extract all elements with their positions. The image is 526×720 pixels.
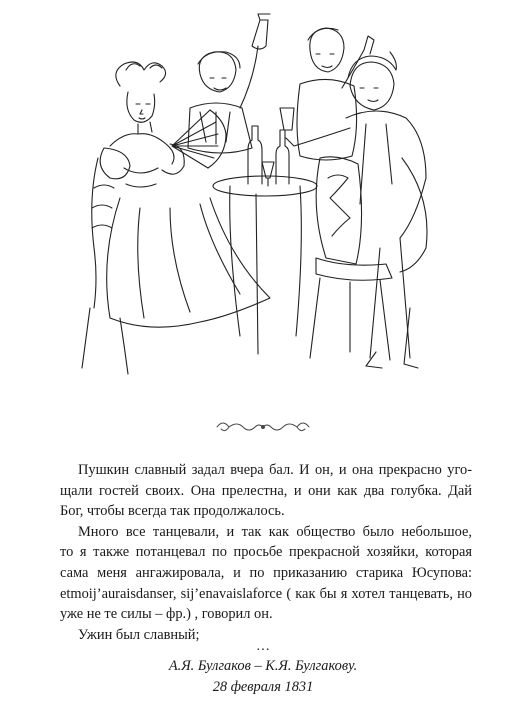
text-line: Много все танцевали, и так как общество было небольшое, bbox=[78, 523, 472, 540]
ornate-chair bbox=[310, 157, 392, 360]
ball-scene-illustration bbox=[80, 8, 460, 380]
tailcoat-gentleman-figure bbox=[280, 52, 427, 368]
text-line: уже не те силы – фр.) , говорил он. bbox=[60, 606, 273, 623]
text-line: etmoij’auraisdanser, sij’enavaislaforce ( как бы я хотел танцевать, но bbox=[60, 585, 472, 602]
paragraph-1 bbox=[60, 460, 472, 522]
text-line: сама меня ангажировала, и по приказанию старика Юсупова: bbox=[60, 564, 472, 581]
signature-date: 28 февраля 1831 bbox=[212, 679, 314, 695]
text-line: Бог, чтобы всегда так продолжалось. bbox=[60, 503, 285, 520]
table-with-bottles bbox=[213, 126, 317, 354]
text-line: то я также потанцевал по просьбе прекрасной хозяйки, которая bbox=[60, 544, 472, 561]
decorative-flourish-icon bbox=[213, 417, 313, 437]
standing-gentleman-figure bbox=[297, 28, 374, 160]
signature-author: А.Я. Булгаков – К.Я. Булгакову. bbox=[168, 658, 358, 674]
letter-excerpt bbox=[60, 460, 472, 645]
text-line: Пушкин славный задал вчера бал. И он, и она прекрасно уго- bbox=[78, 462, 472, 478]
text-line: щали гостей своих. Она прелестна, и они как два голубка. Дай bbox=[60, 482, 472, 499]
ellipsis: … bbox=[256, 639, 270, 654]
paragraph-2 bbox=[60, 522, 472, 625]
text-line: Ужин был славный; bbox=[78, 626, 200, 643]
